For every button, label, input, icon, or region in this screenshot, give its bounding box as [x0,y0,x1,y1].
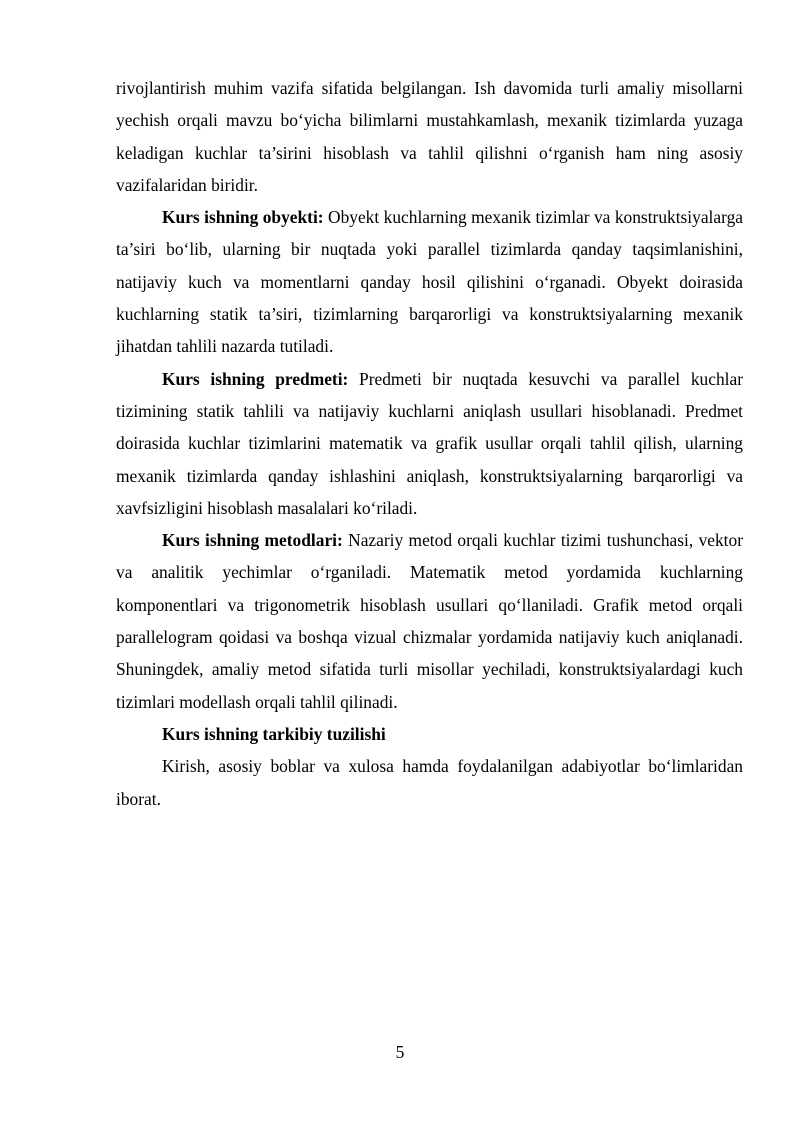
object-text: Obyekt kuchlarning mexanik tizimlar va konstruktsiyalarga ta’siri bo‘lib, ularning bir nuqtada yoki parallel tizimlarda qanday taqsimlanishini, natijaviy kuch va momentlarni qanday hosil qilishini o‘rganadi. Obyekt doirasida kuchlarning statik ta’siri, tizimlarning barqarorligi va konstruktsiyalarning mexanik jihatdan tahlili nazarda tutiladi. [116,207,743,357]
body-text [116,72,743,815]
structure-paragraph: Kirish, asosiy boblar va xulosa hamda foydalanilgan adabiyotlar bo‘limlaridan iborat. [116,756,743,809]
subject-paragraph [116,363,743,524]
structure-heading: Kurs ishning tarkibiy tuzilishi [162,723,386,744]
object-label: Kurs ishning obyekti: [162,207,324,228]
intro-paragraph: rivojlantirish muhim vazifa sifatida belgilangan. Ish davomida turli amaliy misollarni yechish orqali mavzu bo‘yicha bilimlarni mustahkamlash, mexanik tizimlarda yuzaga keladigan kuchlar ta’sirini hisoblash va tahlil qilishni o‘rganish ham ning asosiy vazifalaridan biridir. [116,78,743,195]
object-paragraph [116,201,743,362]
subject-label: Kurs ishning predmeti: [162,368,349,389]
methods-paragraph [116,524,743,718]
methods-text: Nazariy metod orqali kuchlar tizimi tushunchasi, vektor va analitik yechimlar o‘rganiladi. Matematik metod yordamida kuchlarning komponentlari va trigonometrik hisoblash usullari qo‘llaniladi. Grafik metod orqali parallelogram qoidasi va boshqa vizual chizmalar yordamida natijaviy kuch aniqlanadi. Shuningdek, amaliy metod sifatida turli misollar yechiladi, konstruktsiyalardagi kuch tizimlari modellash orqali tahlil qilinadi. [116,530,744,712]
page-number: 5 [395,1042,405,1062]
methods-label: Kurs ishning metodlari: [162,530,343,551]
subject-text: Predmeti bir nuqtada kesuvchi va parallel kuchlar tizimining statik tahlili va natijaviy kuchlarni aniqlash usullari hisoblanadi. Predmet doirasida kuchlar tizimlarini matematik va grafik usullar orqali tahlil qilish, ularning mexanik tizimlarda qanday ishlashini aniqlash, konstruktsiyalarning barqarorligi va xavfsizligini hisoblash masalalari ko‘riladi. [116,368,744,518]
